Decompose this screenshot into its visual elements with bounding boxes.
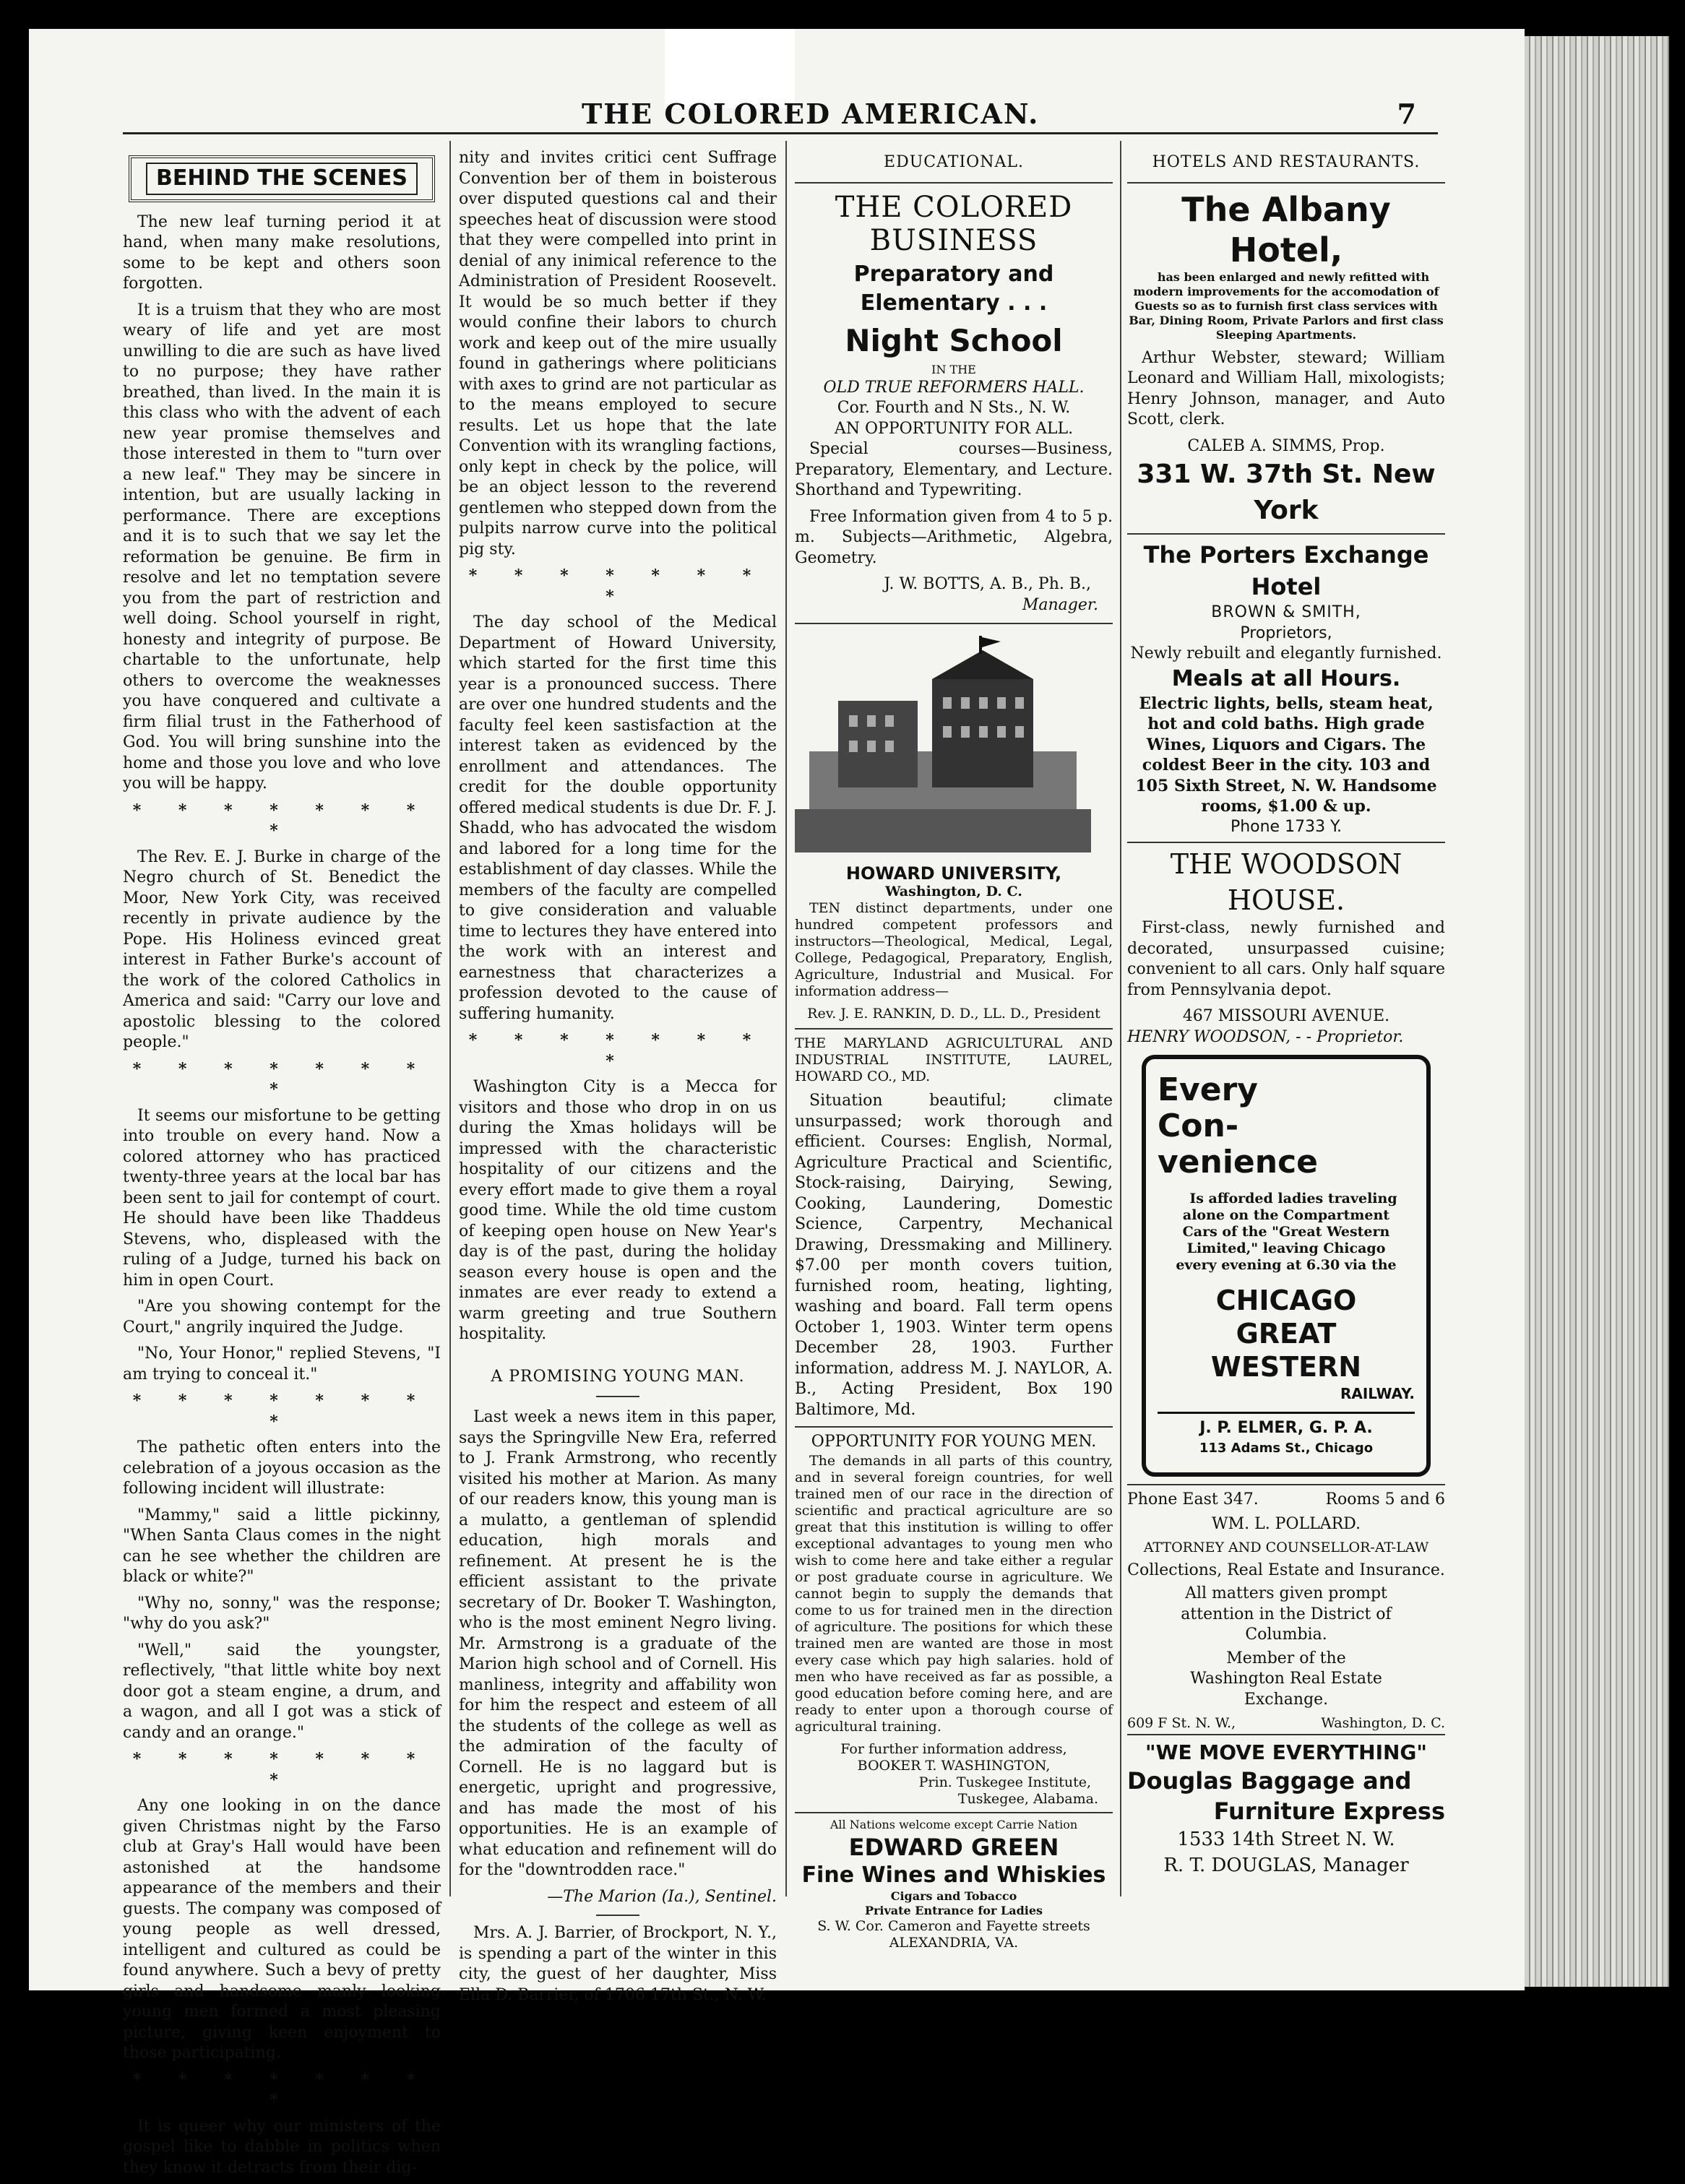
article-paragraph: It is queer why our ministers of the gospel like to dabble in politics when they know it detracts from their dig-: [123, 2117, 441, 2177]
douglas-manager: R. T. DOUGLAS, Manager: [1163, 1854, 1409, 1876]
cgw-agent-box: [1158, 1412, 1415, 1459]
behind-the-scenes-heading-box: [129, 155, 435, 202]
column-divider: [785, 141, 787, 1896]
albany-text: has been enlarged and newly refitted with modern improvements for the accomodation of Guests so as to furnish first class services with Bar, Dining Room, Private Parlors and first class Sleeping Apartments.: [1129, 269, 1444, 342]
porters-text: Electric lights, bells, steam heat, hot and cold baths. High grade Wines, Liquors and Cigars. The coldest Beer in the city. 103 and 105 Sixth Street, N. W. Handsome rooms, $1.00 & up.: [1135, 694, 1437, 816]
book-page-edges: [1525, 36, 1669, 1987]
howard-city: Washington, D. C.: [885, 884, 1022, 899]
pollard-text-3: Member of the Washington Real Estate Exchange.: [1190, 1649, 1382, 1709]
douglas-name-2: Furniture Express: [1213, 1797, 1445, 1825]
school-manager-label: Manager.: [1022, 595, 1098, 614]
albany-hotel-ad: [1127, 182, 1445, 530]
green-address: S. W. Cor. Cameron and Fayette streets: [817, 1917, 1090, 1934]
article-paragraph: "Mammy," said a little pickinny, "When Santa Claus comes in the night can he see whether the children are black or white?": [123, 1506, 441, 1586]
woodson-house-ad: [1127, 842, 1445, 1048]
howard-university-building-engraving: [795, 636, 1091, 853]
albany-title: The Albany Hotel,: [1181, 189, 1391, 269]
section-separator: * * * * * * * *: [132, 1059, 431, 1099]
porters-meals: Meals at all Hours.: [1171, 665, 1401, 691]
article-paragraph: The new leaf turning period it at hand, when many make resolutions, some to be kept and others soon forgotten.: [123, 212, 441, 293]
article-paragraph: "Are you showing contempt for the Court," angrily inquired the Judge.: [123, 1298, 441, 1337]
article-paragraph: Washington City is a Mecca for visitors and those who drop in on us during the Xmas holidays will be impressed with the characteristic hospitality of our citizens and the every effort made to give them a royal good time. While the old time custom of keeping open house on New Year's day is of the past, during the holiday season every house is open and the inmates are ever ready to extend a warm greeting and true Southern hospitality.: [459, 1078, 777, 1343]
section-separator: * * * * * * * *: [132, 2070, 431, 2110]
pollard-ad: [1127, 1484, 1445, 1734]
howard-president: Rev. J. E. RANKIN, D. D., LL. D., President: [807, 1006, 1100, 1022]
article-paragraph: "Why no, sonny," was the response; "why do you ask?": [123, 1594, 441, 1633]
green-tagline: All Nations welcome except Carrie Nation: [829, 1817, 1078, 1831]
cgw-agent: J. P. ELMER, G. P. A.: [1199, 1418, 1373, 1437]
cgw-every: Every: [1158, 1071, 1258, 1108]
green-cigars: Cigars and Tobacco: [890, 1889, 1017, 1903]
article-paragraph: nity and invites critici cent Suffrage Convention ber of them in boisterous over disputed questions cal and their speeches heat of discussion were stood that they were compelled into print in denial of any inimical reference to the Administration of President Roosevelt. It would be so much better if they would confine their labors to church work and keep out of the mire usually found in gatherings where politicians with axes to grind are not particular as to the means employed to secure results. Let us hope that the late Convention with its wrangling factions, only kept in check by the police, will be an object lesson to the reverend gentlemen who stepped down from the pulpits narrow curve into the political pig sty.: [459, 149, 777, 558]
green-wines: Fine Wines and Whiskies: [801, 1862, 1106, 1888]
section-separator: * * * * * * * *: [468, 1031, 767, 1071]
cgw-venience: venience: [1158, 1144, 1319, 1181]
column-2: [459, 148, 777, 2011]
porters-phone: Phone 1733 Y.: [1230, 817, 1343, 836]
albany-address: 331 W. 37th St. New York: [1137, 459, 1436, 525]
pollard-text-2: All matters given prompt attention in the District of Columbia.: [1181, 1584, 1392, 1644]
article-paragraph: "Well," said the youngster, reflectively, "that little white boy next door got a steam engine, a drum, and a wagon, and all I got was a stick of candy and an orange.": [123, 1641, 441, 1742]
pollard-title: ATTORNEY AND COUNSELLOR-AT-LAW: [1143, 1539, 1429, 1555]
masthead: [101, 98, 1445, 134]
douglas-express-ad: [1127, 1734, 1445, 1878]
albany-proprietor: CALEB A. SIMMS, Prop.: [1187, 436, 1385, 455]
howard-university-ad: [795, 623, 1113, 1022]
night-school-title: Night School: [845, 322, 1063, 358]
article-rule: [596, 1915, 639, 1916]
woodson-proprietor: - - Proprietor.: [1296, 1027, 1404, 1046]
school-title: THE COLORED BUSINESS: [835, 190, 1073, 257]
cgw-agent-address: 113 Adams St., Chicago: [1199, 1441, 1374, 1456]
school-courses: Special courses—Business, Preparatory, Elementary, and Lecture. Shorthand and Typewriting.: [795, 440, 1113, 499]
section-separator: * * * * * * * *: [132, 1391, 431, 1431]
cgw-railway: RAILWAY.: [1340, 1385, 1415, 1402]
article-paragraph: "No, Your Honor," replied Stevens, "I am trying to conceal it.": [123, 1345, 441, 1384]
school-principal: J. W. BOTTS, A. B., Ph. B.,: [884, 575, 1091, 593]
tuskegee-location: Tuskegee, Alabama.: [957, 1790, 1098, 1807]
maryland-heading: THE MARYLAND AGRICULTURAL AND INDUSTRIAL INSTITUTE, LAUREL, HOWARD CO., MD.: [795, 1035, 1113, 1084]
promising-young-man-heading: A PROMISING YOUNG MAN.: [491, 1367, 745, 1386]
pollard-address: 609 F St. N. W.,: [1127, 1715, 1236, 1731]
column-divider: [1120, 141, 1121, 1896]
newspaper-title: THE COLORED AMERICAN.: [582, 98, 1040, 130]
cgw-text: Is afforded ladies traveling alone on the Compartment Cars of the "Great Western Limited," leaving Chicago every evening at 6.30 via the: [1176, 1191, 1397, 1273]
school-subtitle: Preparatory and Elementary . . .: [853, 261, 1054, 316]
page-number: 7: [1397, 98, 1416, 130]
section-separator: * * * * * * * *: [468, 566, 767, 606]
colored-business-school-ad: [795, 182, 1113, 616]
pollard-city: Washington, D. C.: [1321, 1715, 1445, 1731]
green-city: ALEXANDRIA, VA.: [889, 1934, 1019, 1951]
howard-title: HOWARD UNIVERSITY,: [845, 863, 1062, 884]
article-paragraph: It is a truism that they who are most weary of life and yet are most unwilling to die are such as have lived to no purpose; they have rather breathed, than lived. In the main it is this class who with the advent of each new year promise themselves and those interested in them to "turn over a new leaf." They may be sincere in intention, but are usually lacking in performance. There are exceptions and it is to such that we say let the reformation be genuine. Be firm in resolve and let no temptation severe you from the part of restriction and well doing. School yourself in right, honesty and integrity of purpose. Be chartable to the unfortunate, help others to overcome the weaknesses you have conquered and cultivate a firm filial trust in the Fatherhood of God. You will bring sunshine into the home and those you love and who love you will be happy.: [123, 301, 441, 793]
pollard-phone-line: [1127, 1490, 1445, 1511]
pollard-phone: Phone East 347.: [1127, 1490, 1259, 1508]
school-info: Free Information given from 4 to 5 p. m. Subjects—Arithmetic, Algebra, Geometry.: [795, 507, 1113, 567]
douglas-slogan: "WE MOVE EVERYTHING": [1145, 1740, 1427, 1764]
douglas-address: 1533 14th Street N. W.: [1177, 1828, 1395, 1850]
hotels-heading: HOTELS AND RESTAURANTS.: [1152, 153, 1421, 171]
school-address: Cor. Fourth and N Sts., N. W.: [837, 399, 1071, 417]
article-paragraph: The pathetic often enters into the celebration of a joyous occasion as the following incident will illustrate:: [123, 1438, 441, 1498]
tuskegee-title: Prin. Tuskegee Institute,: [918, 1774, 1091, 1790]
douglas-name: Douglas Baggage and: [1127, 1766, 1412, 1795]
educational-heading: EDUCATIONAL.: [884, 153, 1024, 171]
pollard-address-line: [1127, 1713, 1445, 1734]
chicago-great-western-ad: [1142, 1055, 1431, 1477]
cgw-con: Con-: [1158, 1108, 1239, 1144]
tuskegee-further: For further information address,: [840, 1740, 1067, 1757]
edward-green-ad: [795, 1812, 1113, 1951]
porters-title: The Porters Exchange Hotel: [1143, 541, 1429, 600]
woodson-address: 467 MISSOURI AVENUE.: [1182, 1007, 1390, 1025]
column-divider: [449, 141, 451, 1896]
article-paragraph: The Rev. E. J. Burke in charge of the Negro church of St. Benedict the Moor, New York City, was received recently in private audience by the Pope. His Holiness evinced great interest in Father Burke's account of the work of the colored Catholics in America and said: "Carry our love and apostolic blessing to the colored people.": [123, 847, 441, 1051]
tuskegee-text: The demands in all parts of this country, and in several foreign countries, for well trained men of our race in the direction of scientific and practical agriculture are so great that this institution is willing to offer exceptional advantages to young men who wish to come here and take either a regular or post graduate course in agriculture. We cannot begin to supply the demands that come to us for trained men in the direction of agriculture. The positions for which these trained men are wanted are those in most every case which pay high salaries. hold of men who have received as far as possible, a good education before coming here, and are ready to enter upon a thorough course of agricultural training.: [795, 1452, 1113, 1735]
maryland-institute-ad: [795, 1028, 1113, 1420]
section-separator: * * * * * * * *: [132, 800, 431, 840]
header-rule: [123, 132, 1438, 134]
article-paragraph: It seems our misfortune to be getting into trouble on every hand. Now a colored attorney who has practiced twenty-three years at the local bar has been sent to jail for contempt of court. He should have been like Thaddeus Stevens, who, displeased with the ruling of a Judge, turned his back on him in open Court.: [123, 1106, 441, 1290]
school-in-the: IN THE: [931, 362, 976, 376]
column-4: [1127, 148, 1445, 1878]
cgw-western: WESTERN: [1210, 1351, 1362, 1383]
article-paragraph: Last week a news item in this paper, says the Springville New Era, referred to J. Frank Armstrong, who recently visited his mother at Marion. As many of our readers know, this young man is a mulatto, a gentleman of splendid education, high morals and refinement. At present he is the efficient assistant to the private secretary of Dr. Booker T. Washington, who is the most eminent Negro living. Mr. Armstrong is a graduate of the Marion high school and of Cornell. His manliness, integrity and affability won for him the respect and esteem of all the students of the college as well as the admiration of the faculty of Cornell. He is no laggard but is energetic, upright and progressive, and has made the most of his opportunities. He is an example of what education and refinement will do for the "downtrodden race.": [459, 1408, 777, 1879]
school-opportunity: AN OPPORTUNITY FOR ALL.: [834, 419, 1074, 438]
behind-the-scenes-heading: BEHIND THE SCENES: [146, 163, 418, 195]
school-hall: OLD TRUE REFORMERS HALL.: [823, 378, 1085, 397]
porters-proprietors: Proprietors,: [1240, 623, 1332, 642]
article-source: —The Marion (Ia.), Sentinel.: [547, 1887, 777, 1906]
woodson-text: First-class, newly furnished and decorated, unsurpassed cuisine; convenient to all cars. Only half square from Pennsylvania depot.: [1127, 919, 1445, 999]
article-paragraph: The day school of the Medical Department of Howard University, which started for the first time this year is a pronounced success. There are over one hundred students and the faculty feel keen sastisfaction at the interest taken as evidenced by the enrollment and attendances. The credit for the double opportunity offered medical students is due Dr. F. J. Shadd, who has advocated the wisdom and labored for a long time for the establishment of day classes. While the members of the faculty are compelled to give consideration and valuable time to lectures they have entered into the work with an interest and earnestness that characterizes a profession devoted to the cause of suffering humanity.: [459, 613, 777, 1023]
porters-rebuilt: Newly rebuilt and elegantly furnished.: [1130, 644, 1442, 662]
porters-exchange-ad: [1127, 533, 1445, 837]
tuskegee-ad: [795, 1426, 1113, 1808]
tuskegee-principal: BOOKER T. WASHINGTON,: [857, 1757, 1051, 1774]
heading-rule: [596, 1396, 639, 1397]
section-separator: * * * * * * * *: [132, 1750, 431, 1790]
column-3: [795, 148, 1113, 1951]
pollard-rooms: Rooms 5 and 6: [1325, 1490, 1445, 1508]
porters-owners: BROWN & SMITH,: [1211, 603, 1361, 621]
column-1: [123, 148, 441, 2184]
woodson-title: THE WOODSON HOUSE.: [1170, 848, 1402, 916]
cgw-chicago: CHICAGO: [1215, 1285, 1357, 1316]
maryland-text: Situation beautiful; climate unsurpassed; work thorough and efficient. Courses: English, Normal, Agriculture Practical and Scientific, Stock-raising, Dairying, Sewing, Cooking, Laundering, Domestic Science, Carpentry, Mechanical Drawing, Dressmaking and Millinery. $7.00 per month covers tuition, furnished room, heating, lighting, washing and board. Fall term opens October 1, 1903. Winter term opens December 28, 1903. Further information, address M. J. NAYLOR, A. B., Acting President, Box 190 Baltimore, Md.: [795, 1092, 1113, 1419]
torn-paper-patch: [665, 29, 795, 108]
article-paragraph: Any one looking in on the dance given Christmas night by the Farso club at Gray's Hall would have been astonished at the handsome appearance of the members and their guests. The company was composed of young people as well dressed, intelligent and cultured as could be found anywhere. Such a bevy of pretty girls and handsome manly looking young men formed a most pleasing picture, giving keen enjoyment to those participating.: [123, 1797, 441, 2062]
green-private: Private Entrance for Ladies: [864, 1903, 1043, 1917]
tuskegee-heading: OPPORTUNITY FOR YOUNG MEN.: [811, 1433, 1097, 1451]
pollard-name: WM. L. POLLARD.: [1211, 1515, 1361, 1533]
green-name: EDWARD GREEN: [848, 1833, 1059, 1861]
pollard-text-1: Collections, Real Estate and Insurance.: [1127, 1561, 1445, 1579]
albany-staff: Arthur Webster, steward; William Leonard and William Hall, mixologists; Henry Johnson, manager, and Auto Scott, clerk.: [1127, 348, 1445, 428]
howard-text: TEN distinct departments, under one hundred competent professors and instructors—Theological, Medical, Legal, College, Pedagogical, Preparatory, English, Agriculture, Industrial and Musical. For information address—: [795, 900, 1113, 999]
woodson-owner: HENRY WOODSON,: [1127, 1027, 1291, 1046]
cgw-great: GREAT: [1236, 1318, 1337, 1350]
woodson-owner-line: [1127, 1027, 1445, 1048]
article-paragraph: Mrs. A. J. Barrier, of Brockport, N. Y., is spending a part of the winter in this city, the guest of her daughter, Miss Ella D. Barrier, of 1706 17th St., N. W.: [459, 1924, 777, 2004]
